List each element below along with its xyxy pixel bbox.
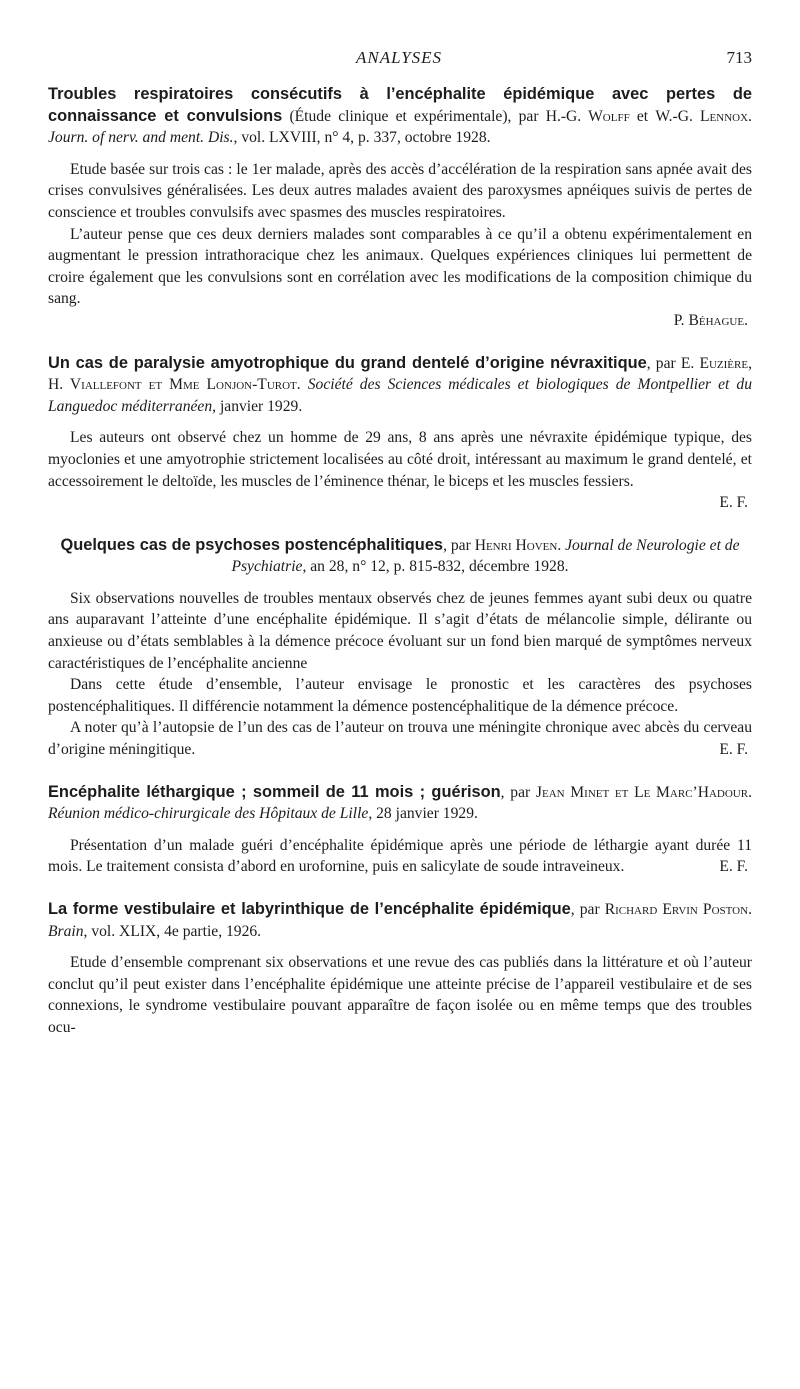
article-journal: Journ. of nerv. and ment. Dis. xyxy=(48,129,234,147)
running-header xyxy=(46,48,752,70)
running-title: ANALYSES xyxy=(355,48,443,67)
article-subtitle: (Étude clinique et expérimentale) xyxy=(289,107,508,125)
article-headline xyxy=(48,899,752,942)
article-title: La forme vestibulaire et labyrinthique de l’encéphalite épidémique xyxy=(48,900,571,918)
article-title: Quelques cas de psychoses postencéphalitiques xyxy=(60,535,444,554)
article-journal: Brain xyxy=(48,922,84,940)
article-by: , par xyxy=(646,354,676,372)
article-by: , par xyxy=(507,107,539,125)
article-citation: , an 28, n° 12, p. 815-832, décembre 1928. xyxy=(302,558,569,576)
article-paragraph-text: Présentation d’un malade guéri d’encéphalite épidémique après une période de léthargie ayant durée 11 mois. Le traitement consista d’abord en urofornine, puis en salicylate de soude intraveineux. xyxy=(48,836,752,876)
article-author: Henri Hoven. xyxy=(474,536,562,554)
article-headline xyxy=(48,84,752,149)
article-title: Un cas de paralysie amyotrophique du grand dentelé d’origine névraxitique xyxy=(48,353,647,372)
article-paragraph xyxy=(48,717,752,760)
page-content xyxy=(48,84,752,1039)
article-signature: E. F. xyxy=(719,858,748,876)
article-journal: Société des Sciences médicales et biologiques de Montpellier et du Languedoc méditerranéen xyxy=(48,376,752,415)
article-headline xyxy=(48,782,752,825)
article-author: E. Euzière, H. Viallefont et Mme Lonjon-Turot. xyxy=(48,354,752,394)
article-citation: , vol. LXVIII, n° 4, p. 337, octobre 1928. xyxy=(233,129,491,147)
article-paragraph: Dans cette étude d’ensemble, l’auteur envisage le pronostic et les caractères des psychoses postencéphalitiques. Il différencie notamment la démence postencéphalitique de la démence précoce. xyxy=(48,676,752,715)
article-paragraph: Etude d’ensemble comprenant six observations et une revue des cas publiés dans la littérature et où l’auteur conclut qu’il peut exister dans l’encéphalite épidémique une atteinte précise de l’appareil vestibulaire et de ses connexions, le syndrome vestibulaire pouvant apparaître de façon isolée ou en même temps que des troubles ocu- xyxy=(48,954,752,1036)
article-paragraph xyxy=(48,835,752,878)
article-by: , par xyxy=(500,783,531,801)
article-paragraph: L’auteur pense que ces deux derniers malades sont comparables à ce qu’il a obtenu expérimentalement en augmentant le pression intrathoracique chez les animaux. Quelques expériences cliniques lui permettent de croire également que les convulsions sont en corrélation avec les modifications de la composition chimique du sang. xyxy=(48,225,752,308)
article-headline xyxy=(48,535,752,578)
article-citation: , vol. XLIX, 4e partie, 1926. xyxy=(83,922,262,940)
article-paragraph: Etude basée sur trois cas : le 1er malade, après des accès d’accélération de la respiration sans apnée avait des crises convulsives généralisées. Les deux autres malades avaient des paroxysmes apnéiques suivis de pertes de conscience et troubles convulsifs avec spasmes des muscles respiratoires. xyxy=(48,160,752,221)
article-paragraph: Six observations nouvelles de troubles mentaux observés chez de jeunes femmes ayant subi deux ou quatre ans auparavant l’atteinte d’une encéphalite épidémique. Il s’agit d’états de mélancolie simple, délirante ou anxieuse ou d’états semblables à la démence précoce évoluant sur un fond bien marqué de symptômes nerveux caractéristiques de l’encéphalite ancienne xyxy=(48,589,752,672)
article-author: Jean Minet et Le Marc’Hadour. xyxy=(535,783,752,801)
article-postencephalitic-psychoses xyxy=(48,535,752,761)
article-journal: Réunion médico-chirurgicale des Hôpitaux de Lille xyxy=(48,805,369,823)
article-title: Troubles respiratoires consécutifs à l’encéphalite épidémique avec pertes de connaissance et convulsions xyxy=(48,85,752,125)
article-journal: Journal de Neurologie et de Psychiatrie xyxy=(231,536,740,576)
article-signature: E. F. xyxy=(719,741,748,759)
article-citation: , 28 janvier 1929. xyxy=(368,805,478,823)
article-author: Richard Ervin Poston. xyxy=(604,901,752,918)
article-headline xyxy=(48,353,752,418)
article-by: , par xyxy=(570,901,600,918)
article-signature: E. F. xyxy=(719,494,748,512)
article-lethargic-encephalitis xyxy=(48,782,752,878)
article-paragraph-text: A noter qu’à l’autopsie de l’un des cas de l’auteur on trouva une méningite chronique avec abcès du cerveau d’origine méningitique. xyxy=(48,719,752,759)
article-author: W.-G. Lennox. xyxy=(655,107,752,125)
page-number: 713 xyxy=(726,48,752,67)
article-author: H.-G. Wolff xyxy=(545,107,630,125)
article-citation: , janvier 1929. xyxy=(212,397,303,415)
article-paragraph: Les auteurs ont observé chez un homme de 29 ans, 8 ans après une névraxite épidémique typique, des myoclonies et une amyotrophie strictement localisées au côté droit, intéressant au maximum le grand dentelé, et accessoirement le deltoïde, les muscles de l’éminence thénar, le biceps et les muscles fessiers. xyxy=(48,429,752,490)
article-signature: P. Béhague. xyxy=(673,311,748,329)
article-vestibular-form xyxy=(48,899,752,1039)
article-and: et xyxy=(636,107,649,125)
article-by: , par xyxy=(443,536,471,554)
article-paralysis-case xyxy=(48,353,752,514)
article-title: Encéphalite léthargique ; sommeil de 11 mois ; guérison xyxy=(48,782,501,801)
article-respiratory-troubles xyxy=(48,84,752,332)
